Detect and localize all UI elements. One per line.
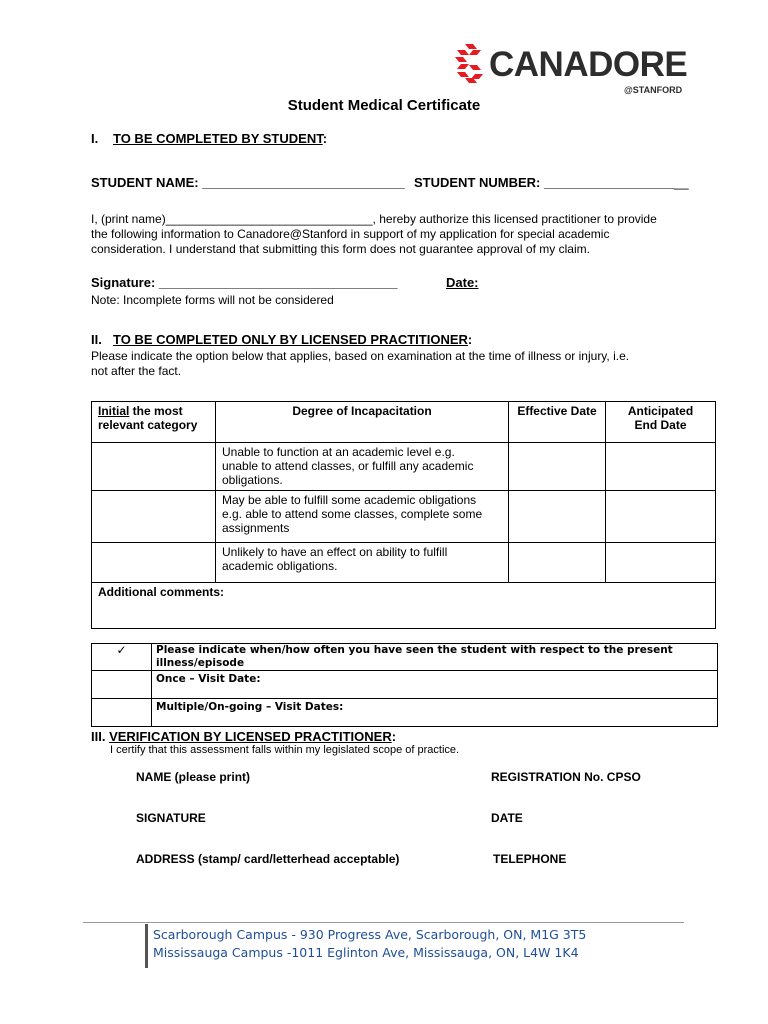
checkmark-icon: ✓	[92, 644, 152, 671]
additional-comments-field[interactable]: Additional comments:	[92, 583, 716, 629]
address-label[interactable]: ADDRESS (stamp/ card/letterhead acceptable)	[136, 852, 400, 866]
col-initial-header: Initial the most relevant category	[92, 402, 216, 443]
comments-row	[92, 583, 716, 629]
date-label[interactable]: Date:	[446, 275, 479, 290]
practitioner-date-label[interactable]: DATE	[491, 811, 523, 825]
footer-divider	[83, 922, 684, 923]
footer-accent-bar	[145, 924, 148, 968]
col-end-date-header: Anticipated End Date	[606, 402, 716, 443]
degree-cell: Unable to function at an academic level e.g. unable to attend classes, or fulfill any academic obligations.	[216, 443, 509, 491]
footer-scarborough-address: Scarborough Campus - 930 Progress Ave, Scarborough, ON, M1G 3T5	[153, 927, 587, 942]
initial-cell[interactable]	[92, 491, 216, 543]
col-effective-date-header: Effective Date	[509, 402, 606, 443]
authorization-text: I, (print name)_______________________________, hereby authorize this licensed practitioner to provide the following information to Canadore@Stanford in support of my application for special academic consideration. I understand that submitting this form does not guarantee approval of my claim.	[91, 212, 657, 256]
footer-mississauga-address: Mississauga Campus -1011 Eglinton Ave, Mississauga, ON, L4W 1K4	[153, 945, 579, 960]
student-name-field[interactable]: ____________________________	[202, 175, 405, 190]
visits-header-row	[92, 644, 718, 671]
brand-sub: @STANFORD	[624, 85, 683, 95]
signature-field[interactable]: _________________________________	[158, 275, 398, 290]
canadore-logo-icon	[455, 44, 489, 84]
name-print-label[interactable]: NAME (please print)	[136, 770, 251, 784]
end-date-cell[interactable]	[606, 443, 716, 491]
effective-date-cell[interactable]	[509, 443, 606, 491]
col-degree-header: Degree of Incapacitation	[216, 402, 509, 443]
visits-table	[91, 643, 718, 727]
table-row	[92, 671, 718, 699]
practitioner-signature-label[interactable]: SIGNATURE	[136, 811, 206, 825]
incapacitation-table	[91, 401, 716, 629]
once-visit-date-field[interactable]: Once – Visit Date:	[152, 671, 718, 699]
section3-heading: III. VERIFICATION BY LICENSED PRACTITIONER:	[91, 729, 397, 744]
signature-row	[91, 275, 398, 290]
effective-date-cell[interactable]	[509, 491, 606, 543]
student-number-label: STUDENT NUMBER:	[414, 175, 541, 190]
degree-cell: Unlikely to have an effect on ability to fulfill academic obligations.	[216, 543, 509, 583]
end-date-cell[interactable]	[606, 543, 716, 583]
student-number-field[interactable]: __________________	[544, 175, 675, 190]
visits-header: Please indicate when/how often you have seen the student with respect to the present illness/episode	[152, 644, 718, 671]
student-name-row	[91, 175, 405, 190]
document-title: Student Medical Certificate	[287, 97, 481, 114]
effective-date-cell[interactable]	[509, 543, 606, 583]
section2-intro: Please indicate the option below that applies, based on examination at the time of illness or injury, i.e. not after the fact.	[91, 349, 630, 378]
once-check-cell[interactable]	[92, 671, 152, 699]
initial-cell[interactable]	[92, 443, 216, 491]
section2-heading: II. TO BE COMPLETED ONLY BY LICENSED PRACTITIONER:	[91, 332, 473, 347]
initial-cell[interactable]	[92, 543, 216, 583]
multiple-check-cell[interactable]	[92, 699, 152, 727]
certify-text: I certify that this assessment falls within my legislated scope of practice.	[110, 744, 460, 756]
table-row	[92, 491, 716, 543]
student-name-label: STUDENT NAME:	[91, 175, 199, 190]
table-row	[92, 699, 718, 727]
signature-label: Signature:	[91, 275, 156, 290]
section1-heading: I. TO BE COMPLETED BY STUDENT:	[91, 131, 328, 146]
print-name-field[interactable]: _______________________________	[165, 212, 373, 226]
table-row	[92, 443, 716, 491]
degree-cell: May be able to fulfill some academic obligations e.g. able to attend some classes, complete some assignments	[216, 491, 509, 543]
registration-label[interactable]: REGISTRATION No. CPSO	[491, 770, 641, 784]
student-number-row: STUDENT NUMBER: ____________________	[414, 175, 689, 190]
end-date-cell[interactable]	[606, 491, 716, 543]
multiple-visit-dates-field[interactable]: Multiple/On-going – Visit Dates:	[152, 699, 718, 727]
incomplete-note: Note: Incomplete forms will not be considered	[91, 293, 334, 307]
telephone-label[interactable]: TELEPHONE	[493, 852, 567, 866]
table-row	[92, 543, 716, 583]
brand-name: CANADORE	[489, 45, 688, 84]
table-header-row	[92, 402, 716, 443]
